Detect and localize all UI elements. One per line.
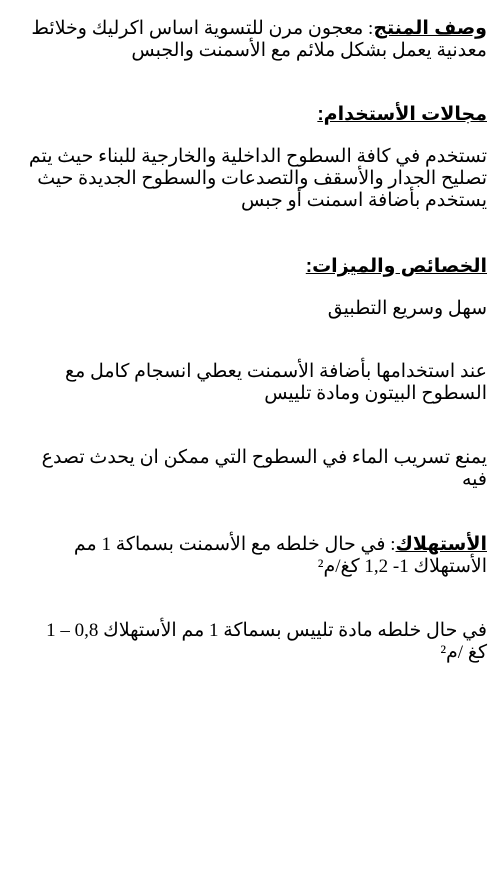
feature-item-2-line-1: عند استخدامها بأضافة الأسمنت يعطي انسجام كامل مع [64,361,487,382]
consumption-alt-paragraph [13,620,487,664]
usage-line-2: تصليح الجدار والأسقف والتصدعات والسطوح الجديدة حيث [37,168,487,189]
feature-item-3-line-1: يمنع تسريب الماء في السطوح التي ممكن ان يحدث تصدع [41,447,487,468]
consumption-text-1: : في حال خلطه مع الأسمنت بسماكة 1 مم [73,534,396,555]
product-document [13,18,487,664]
usage-line-3: يستخدم بأضافة اسمنت أو جبس [241,190,487,211]
consumption-line-4: كغ /م² [440,642,487,663]
feature-item-2-line-2: السطوح البيتون ومادة تلييس [264,383,487,404]
consumption-label: الأستهلاك [395,534,487,555]
description-label: وصف المنتج [373,18,487,39]
consumption-line-1 [13,534,487,556]
description-text-1: : معجون مرن للتسوية اساس اكرليك وخلائط [31,18,374,39]
usage-line-1: تستخدم في كافة السطوح الداخلية والخارجية للبناء حيث يتم [28,146,487,167]
consumption-line-2: الأستهلاك 1- 1,2 كغ/م² [317,556,487,577]
feature-item-2 [13,361,487,405]
feature-item-3-line-2: فيه [461,469,487,490]
usage-heading: مجالات الأستخدام: [317,104,487,125]
description-line-2: معدنية يعمل بشكل ملائم مع الأسمنت والجبس [131,40,487,61]
description-paragraph [13,18,487,62]
usage-paragraph [13,146,487,212]
features-heading: الخصائص والميزات: [305,256,487,277]
feature-item-1-text: سهل وسريع التطبيق [327,298,487,319]
feature-item-3 [13,447,487,491]
feature-item-1 [13,298,487,320]
consumption-line-3: في حال خلطه مادة تلييس بسماكة 1 مم الأستهلاك 0,8 – 1 [46,620,487,641]
consumption-paragraph [13,534,487,578]
description-line-1 [13,18,487,40]
